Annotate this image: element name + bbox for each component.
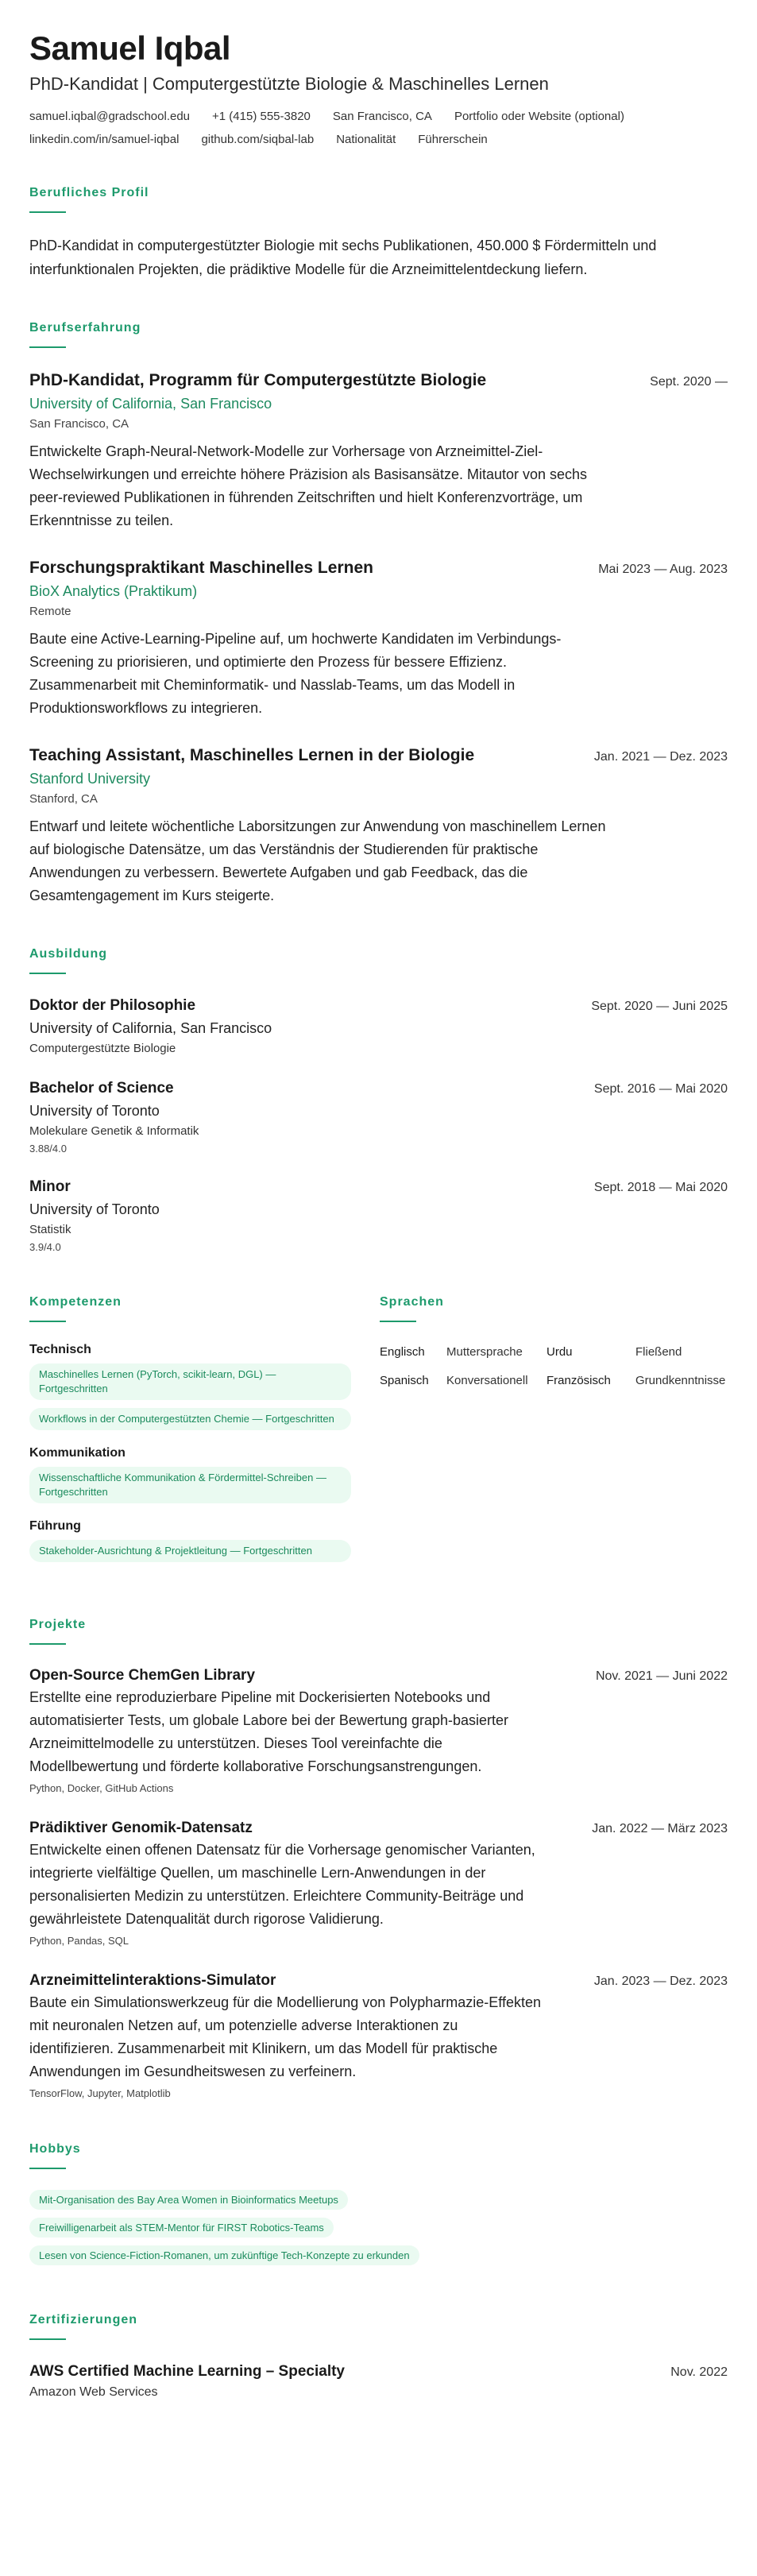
school: University of Toronto — [29, 1201, 160, 1217]
section-title: Projekte — [29, 1618, 87, 1631]
certification-issuer: Amazon Web Services — [29, 2385, 158, 2399]
language-row — [380, 1343, 728, 1362]
job-organization: Stanford University — [29, 771, 151, 787]
school: University of Toronto — [29, 1103, 160, 1119]
project-tech: Python, Docker, GitHub Actions — [29, 1782, 174, 1794]
field-of-study: Molekulare Genetik & Informatik — [29, 1124, 199, 1138]
field-of-study: Computergestützte Biologie — [29, 1042, 176, 1055]
project-date: Jan. 2023 — Dez. 2023 — [593, 1975, 728, 1988]
skill-category: Technisch — [29, 1343, 91, 1356]
gpa: 3.9/4.0 — [29, 1241, 61, 1253]
certification-entry — [29, 2361, 728, 2402]
skills-languages-row — [29, 1295, 728, 1578]
language-name: Spanisch — [380, 1374, 429, 1387]
job-location: San Francisco, CA — [29, 417, 129, 431]
experience-section — [29, 321, 728, 907]
project-description: Erstellte eine reproduzierbare Pipeline mit Dockerisierten Notebooks und automatisierter Tests, um globale Labore bei der Bewertung graph-basierter Arzneimittelmodelle zu unterstützen. Dieses Tool vereinfachte die Modellbewertung und förderte kollaborative Forschungsanstrengungen. — [29, 1689, 508, 1774]
job-title: PhD-Kandidat, Programm für Computergestützte Biologie — [29, 371, 487, 389]
job-title: Forschungspraktikant Maschinelles Lernen — [29, 559, 373, 577]
gpa: 3.88/4.0 — [29, 1143, 67, 1155]
education-date: Sept. 2018 — Mai 2020 — [593, 1181, 728, 1194]
skill-tag: Wissenschaftliche Kommunikation & Fördermittel-Schreiben — Fortgeschritten — [29, 1467, 351, 1503]
section-divider — [29, 346, 66, 348]
contact-list — [29, 110, 728, 146]
project-date: Nov. 2021 — Juni 2022 — [595, 1669, 728, 1683]
section-title: Ausbildung — [29, 947, 107, 961]
section-title: Berufliches Profil — [29, 186, 149, 199]
candidate-name: Samuel Iqbal — [29, 29, 231, 67]
skill-group — [29, 1343, 380, 1430]
project-title: Prädiktiver Genomik-Datensatz — [29, 1820, 253, 1836]
hobby-tag: Mit-Organisation des Bay Area Women in Bioinformatics Meetups — [29, 2190, 348, 2210]
project-entry — [29, 1971, 728, 2102]
job-organization: BioX Analytics (Praktikum) — [29, 583, 198, 599]
section-title: Zertifizierungen — [29, 2313, 138, 2327]
job-entry — [29, 744, 728, 907]
degree: Minor — [29, 1178, 71, 1195]
contact-email[interactable]: samuel.iqbal@gradschool.edu — [29, 110, 191, 123]
section-title: Kompetenzen — [29, 1295, 122, 1309]
job-entry — [29, 556, 728, 720]
skill-group — [29, 1519, 380, 1562]
section-divider — [29, 211, 66, 213]
certification-title: AWS Certified Machine Learning – Specialty — [29, 2363, 345, 2380]
section-title: Berufserfahrung — [29, 321, 141, 335]
contact-phone[interactable]: +1 (415) 555-3820 — [212, 110, 311, 123]
skill-tag: Workflows in der Computergestützten Chemie — Fortgeschritten — [29, 1408, 351, 1430]
hobbies-section — [29, 2142, 728, 2273]
job-description: Entwickelte Graph-Neural-Network-Modelle zur Vorhersage von Arzneimittel-Ziel-Wechselwirkungen und erreichte höhere Präzision als Basisansätze. Mitautor von sechs peer-reviewed Publikationen in führenden Zeitschriften und hielt Konferenzvorträge, um Erkenntnisse zu teilen. — [29, 443, 588, 528]
languages-section — [380, 1295, 728, 1578]
hobby-tag: Freiwilligenarbeit als STEM-Mentor für FIRST Robotics-Teams — [29, 2218, 334, 2238]
contact-github[interactable]: github.com/siqbal-lab — [201, 133, 315, 146]
section-divider — [29, 2168, 66, 2169]
language-name: Französisch — [547, 1374, 611, 1387]
job-location: Remote — [29, 605, 71, 618]
project-tech: TensorFlow, Jupyter, Matplotlib — [29, 2087, 171, 2099]
project-title: Arzneimittelinteraktions-Simulator — [29, 1972, 276, 1989]
project-title: Open-Source ChemGen Library — [29, 1667, 256, 1684]
education-entry — [29, 995, 728, 1058]
language-level: Muttersprache — [446, 1345, 523, 1359]
section-title: Sprachen — [380, 1295, 444, 1309]
skill-group — [29, 1446, 380, 1503]
language-level: Konversationell — [446, 1374, 528, 1387]
language-level: Fließend — [635, 1345, 682, 1359]
profile-text: PhD-Kandidat in computergestützter Biologie mit sechs Publikationen, 450.000 $ Fördermitteln und interfunktionalen Projekten, die prädiktive Modelle für die Arzneimittelentdeckung liefern. — [29, 238, 657, 277]
certification-date: Nov. 2022 — [670, 2365, 728, 2379]
job-title: Teaching Assistant, Maschinelles Lernen in der Biologie — [29, 746, 475, 764]
skill-category: Kommunikation — [29, 1446, 126, 1460]
projects-section — [29, 1618, 728, 2102]
language-name: Englisch — [380, 1345, 425, 1359]
project-entry — [29, 1818, 728, 1950]
language-level: Grundkenntnisse — [635, 1374, 726, 1387]
job-description: Entwarf und leitete wöchentliche Laborsitzungen zur Anwendung von maschinellem Lernen auf biologische Datensätze, um das Verständnis der Studierenden für praktische Anwendungen zu verbessern. Bewertete Aufgaben und gab Feedback, das die Gesamtengagement im Kurs steigerte. — [29, 818, 606, 903]
job-organization: University of California, San Francisco — [29, 396, 272, 412]
profile-section — [29, 186, 728, 281]
skill-category: Führung — [29, 1519, 81, 1533]
contact-portfolio[interactable]: Portfolio oder Website (optional) — [454, 110, 624, 123]
job-date: Mai 2023 — Aug. 2023 — [598, 563, 728, 576]
headline: PhD-Kandidat | Computergestützte Biologie & Maschinelles Lernen — [29, 74, 549, 94]
project-tech: Python, Pandas, SQL — [29, 1935, 129, 1947]
degree: Bachelor of Science — [29, 1080, 174, 1097]
hobby-tag: Lesen von Science-Fiction-Romanen, um zukünftige Tech-Konzepte zu erkunden — [29, 2245, 419, 2265]
certifications-section — [29, 2313, 728, 2402]
job-date: Sept. 2020 — — [650, 375, 728, 389]
project-entry — [29, 1665, 728, 1797]
contact-license: Führerschein — [418, 133, 488, 146]
resume-header — [29, 29, 728, 146]
education-date: Sept. 2016 — Mai 2020 — [593, 1082, 728, 1096]
language-name: Urdu — [547, 1345, 573, 1359]
language-row — [380, 1371, 728, 1390]
project-description: Baute ein Simulationswerkzeug für die Modellierung von Polypharmazie-Effekten mit neuronalen Netzen auf, um potenzielle adverse Interaktionen zu identifizieren. Zusammenarbeit mit Klinikern, um das Modell für praktische Anwendungen im Gesundheitswesen zu verfeinern. — [29, 1994, 542, 2079]
skill-tag: Maschinelles Lernen (PyTorch, scikit-learn, DGL) — Fortgeschritten — [29, 1363, 351, 1400]
hobby-list — [29, 2190, 728, 2273]
contact-location: San Francisco, CA — [332, 110, 432, 123]
section-divider — [29, 2338, 66, 2340]
contact-nationality: Nationalität — [336, 133, 396, 146]
field-of-study: Statistik — [29, 1223, 71, 1236]
job-date: Jan. 2021 — Dez. 2023 — [593, 750, 728, 764]
section-divider — [29, 973, 66, 974]
job-entry — [29, 369, 728, 532]
project-date: Jan. 2022 — März 2023 — [592, 1822, 728, 1835]
project-description: Entwickelte einen offenen Datensatz für die Vorhersage genomischer Varianten, integrierte vielfältige Quellen, um maschinelle Lern-Anwendungen in der personalisierten Medizin zu unterstützen. Erleichtere Community-Beiträge und gewährleistete Datenqualität durch rigorose Validierung. — [29, 1842, 535, 1927]
education-date: Sept. 2020 — Juni 2025 — [591, 1000, 728, 1013]
degree: Doktor der Philosophie — [29, 997, 196, 1014]
education-entry — [29, 1077, 728, 1157]
section-title: Hobbys — [29, 2142, 81, 2156]
section-divider — [380, 1321, 416, 1322]
skills-section — [29, 1295, 380, 1578]
contact-linkedin[interactable]: linkedin.com/in/samuel-iqbal — [29, 133, 180, 146]
job-location: Stanford, CA — [29, 792, 98, 806]
education-entry — [29, 1176, 728, 1255]
school: University of California, San Francisco — [29, 1020, 272, 1036]
section-divider — [29, 1643, 66, 1645]
skill-tag: Stakeholder-Ausrichtung & Projektleitung — Fortgeschritten — [29, 1540, 351, 1562]
section-divider — [29, 1321, 66, 1322]
job-description: Baute eine Active-Learning-Pipeline auf, um hochwerte Kandidaten im Verbindungs-Screening zu priorisieren, und optimierte den Prozess für bessere Effizienz. Zusammenarbeit mit Cheminformatik- und Nasslab-Teams, um das Modell in Produktionsworkflows zu integrieren. — [29, 631, 562, 716]
education-section — [29, 947, 728, 1255]
